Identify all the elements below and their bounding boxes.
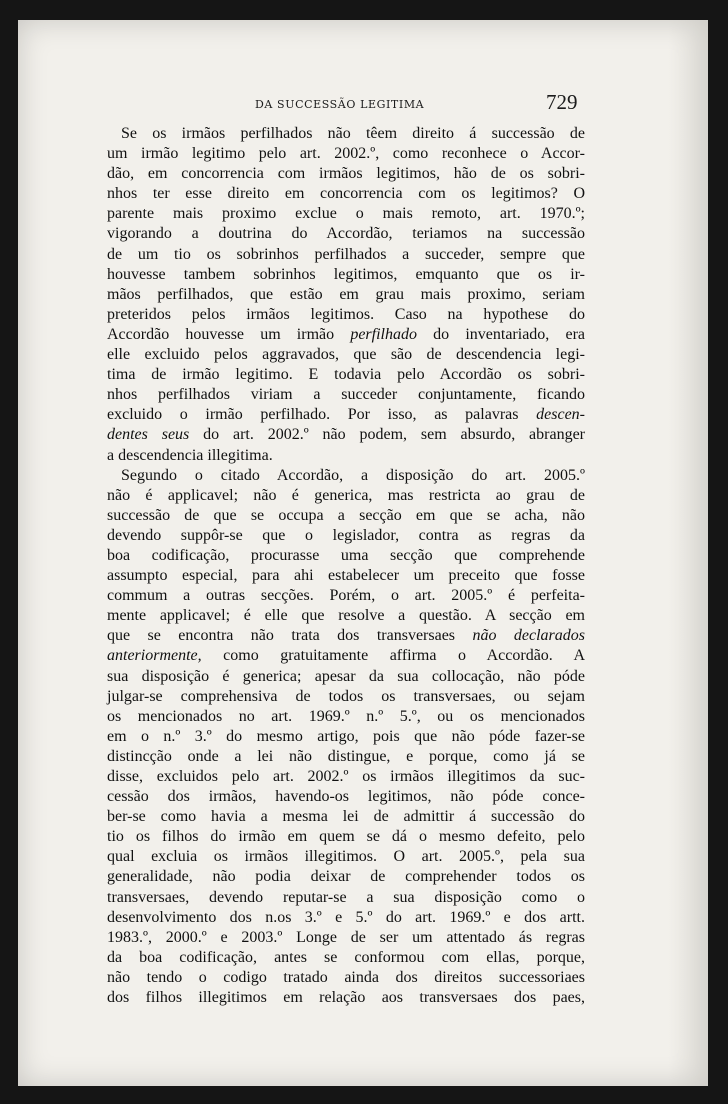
text-line	[107, 224, 585, 244]
text-line	[107, 707, 585, 727]
text-line	[107, 807, 585, 827]
text-line	[107, 747, 585, 767]
text-segment: mente applicavel; é elle que resolve a questão. A secção em	[107, 607, 585, 625]
text-line	[107, 867, 585, 887]
text-line	[107, 265, 585, 285]
text-segment: da boa codificação, antes se conformou com ellas, porque,	[107, 948, 585, 966]
text-segment: disse, excluidos pelo art. 2002.º os irmãos illegitimos da suc-	[107, 768, 585, 785]
text-segment: boa codificação, procurasse uma secção que comprehende	[107, 546, 585, 564]
text-segment: sua disposição é generica; apesar da sua collocação, não póde	[107, 667, 585, 685]
text-segment: dão, em concorrencia com irmãos legitimos, hão de os sobri-	[107, 165, 585, 183]
text-segment: Segundo o citado Accordão, a disposição do art. 2005.º	[121, 466, 585, 484]
text-segment: ber-se como havia a mesma lei de admittir á successão do	[107, 808, 585, 826]
text-segment: devendo suppôr-se que o legislador, contra as regras da	[107, 526, 585, 544]
text-line	[107, 164, 585, 184]
italic-segment: dentes seus	[107, 426, 190, 444]
text-segment: a descendencia illegitima.	[107, 446, 273, 464]
text-line	[107, 345, 585, 365]
text-line	[107, 365, 585, 385]
text-line	[107, 606, 585, 626]
text-segment: preteridos pelos irmãos legitimos. Caso na hypothese do	[107, 305, 585, 323]
text-line	[107, 667, 585, 687]
text-segment: não tendo o codigo tratado ainda dos direitos successoriaes	[107, 968, 585, 986]
text-line	[107, 204, 585, 224]
text-line	[107, 526, 585, 546]
text-line	[107, 285, 585, 305]
text-line	[107, 988, 585, 1008]
text-segment: vigorando a doutrina do Accordão, teriamos na successão	[107, 225, 585, 243]
text-segment: distincção onde a lei não distingue, e porque, como já se	[107, 747, 585, 765]
text-segment: cessão dos irmãos, havendo-os legitimos, não póde conce-	[107, 788, 585, 806]
text-segment: do inventariado, era	[416, 325, 586, 343]
text-line	[107, 144, 585, 164]
text-line	[107, 425, 585, 445]
text-line	[107, 888, 585, 908]
text-line	[107, 847, 585, 867]
text-line	[107, 305, 585, 325]
text-segment: de um tio os sobrinhos perfilhados a succeder, sempre que	[107, 245, 585, 263]
text-line	[107, 948, 585, 968]
text-segment: nhos ter esse direito em concorrencia com os legitimos? O	[107, 185, 585, 203]
text-segment: assumpto especial, para ahi estabelecer um preceito que fosse	[107, 567, 585, 585]
italic-segment: perfilhado	[350, 325, 417, 343]
text-line	[107, 385, 585, 405]
text-line	[107, 908, 585, 928]
text-segment: tima de irmão legitimo. E todavia pelo Accordão os sobri-	[107, 366, 585, 384]
text-line	[107, 245, 585, 265]
text-segment: generalidade, não podia deixar de comprehender todos os	[107, 868, 585, 886]
text-line	[107, 586, 585, 606]
page-number: 729	[546, 90, 578, 114]
running-title: DA SUCCESSÃO LEGITIMA	[255, 98, 425, 111]
page-edge-shading	[668, 20, 708, 1086]
text-line	[107, 124, 585, 144]
text-line	[107, 928, 585, 948]
text-segment: em o n.º 3.º do mesmo artigo, pois que não póde fazer-se	[107, 727, 585, 745]
italic-segment: descen-	[536, 406, 585, 424]
text-segment: um irmão legitimo pelo art. 2002.º, como reconhece o Accor-	[107, 145, 585, 163]
text-segment: mãos perfilhados, que estão em grau mais proximo, seriam	[107, 285, 585, 303]
text-segment: os mencionados no art. 1969.º n.º 5.º, ou os mencionados	[107, 707, 585, 725]
text-segment: commum a outras secções. Porém, o art. 2005.º é perfeita-	[107, 587, 585, 605]
text-line	[107, 566, 585, 586]
text-line	[107, 325, 585, 345]
text-segment: não é applicavel; não é generica, mas restricta ao grau de	[107, 486, 585, 504]
text-line	[107, 727, 585, 747]
text-segment: houvesse tambem sobrinhos legitimos, emquanto que os ir-	[107, 265, 585, 283]
text-line	[107, 184, 585, 204]
text-line	[107, 968, 585, 988]
text-segment: 1983.º, 2000.º e 2003.º Longe de ser um attentado ás regras	[107, 928, 585, 946]
text-line	[107, 405, 585, 425]
text-segment: successão de que se occupa a secção em que se acha, não	[107, 506, 585, 524]
text-segment: nhos perfilhados viriam a succeder conjuntamente, ficando	[107, 386, 585, 404]
text-line	[107, 787, 585, 807]
text-line	[107, 626, 585, 646]
text-line	[107, 646, 585, 666]
text-segment: tio os filhos do irmão em quem se dá o mesmo defeito, pelo	[107, 828, 585, 846]
italic-segment: não declarados	[472, 627, 585, 645]
text-line	[107, 466, 585, 486]
text-line	[107, 486, 585, 506]
body-text	[107, 124, 585, 1008]
text-line	[107, 546, 585, 566]
text-segment: dos filhos illegitimos em relação aos transversaes dos paes,	[107, 989, 585, 1007]
text-line	[107, 446, 585, 466]
text-line	[107, 506, 585, 526]
text-segment: do art. 2002.º não podem, sem absurdo, abranger	[189, 426, 586, 444]
text-segment: julgar-se comprehensiva de todos os transversaes, ou sejam	[107, 687, 585, 705]
text-line	[107, 827, 585, 847]
text-segment: transversaes, devendo reputar-se a sua disposição como o	[107, 888, 585, 906]
text-segment: excluido o irmão perfilhado. Por isso, as palavras	[107, 406, 537, 424]
text-line	[107, 767, 585, 787]
text-line	[107, 687, 585, 707]
text-segment: parente mais proximo exclue o mais remoto, art. 1970.º;	[107, 205, 585, 223]
text-segment: como gratuitamente affirma o Accordão. A	[201, 647, 585, 665]
text-segment: que se encontra não trata dos transversaes	[107, 627, 473, 645]
text-segment: desenvolvimento dos n.os 3.º e 5.º do art. 1969.º e dos artt.	[107, 908, 585, 926]
text-segment: Accordão houvesse um irmão	[107, 325, 351, 343]
text-segment: Se os irmãos perfilhados não têem direito á successão de	[121, 125, 585, 142]
text-segment: elle excluido pelos aggravados, que são de descendencia legi-	[107, 346, 585, 364]
italic-segment: anteriormente,	[107, 647, 202, 665]
text-segment: qual excluia os irmãos illegitimos. O art. 2005.º, pela sua	[107, 848, 585, 866]
